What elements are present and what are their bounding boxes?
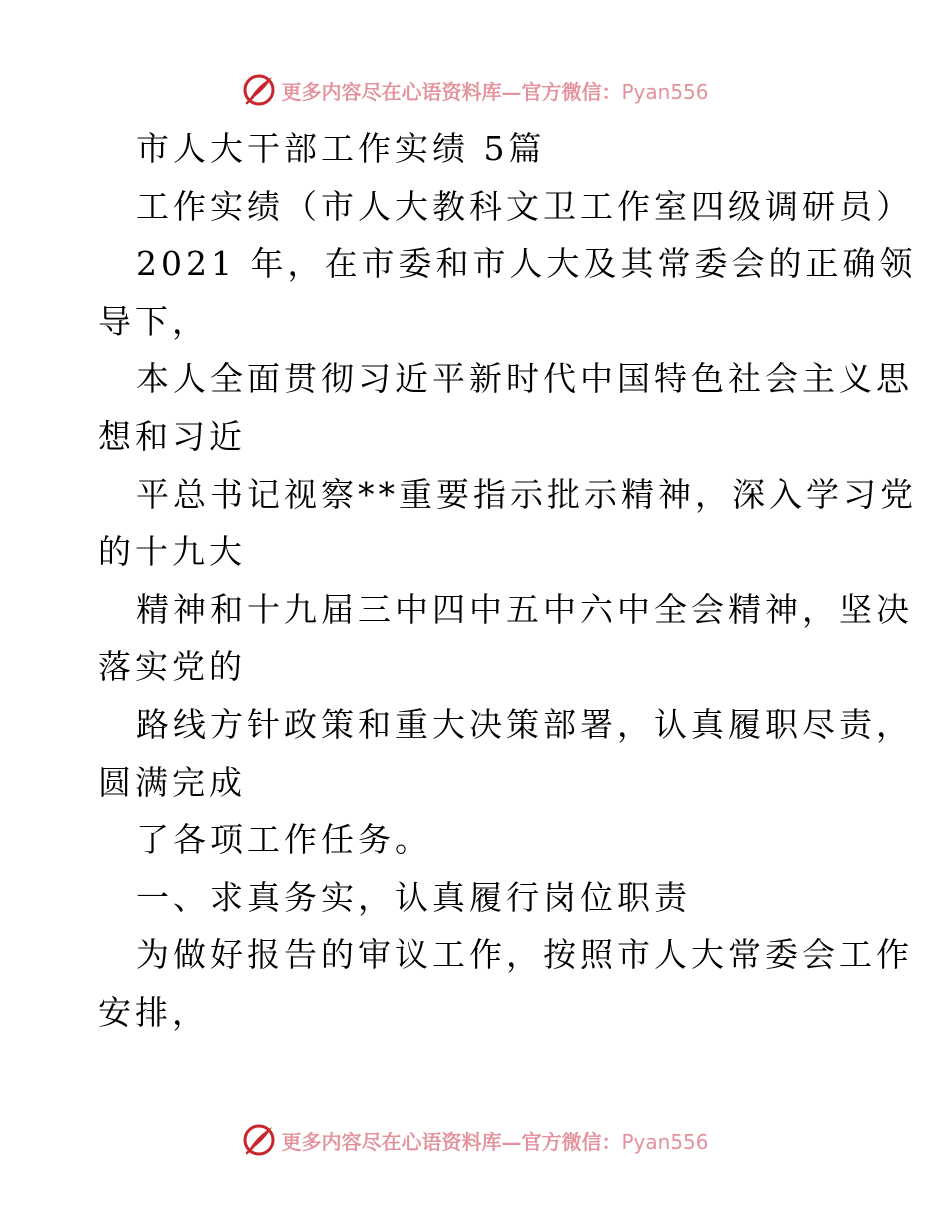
text-line: 精神和十九届三中四中五中六中全会精神，坚决	[136, 589, 913, 629]
text-line: 平总书记视察**重要指示批示精神，深入学习党	[136, 474, 917, 514]
footer-watermark	[0, 1120, 950, 1160]
text-line: 落实党的	[98, 647, 246, 687]
feather-pen-logo-icon	[241, 1122, 277, 1158]
text-line: 为做好报告的审议工作，按照市人大常委会工作	[136, 935, 913, 975]
text-line: 工作实绩（市人大教科文卫工作室四级调研员）	[136, 186, 913, 226]
text-line: 导下，	[98, 301, 209, 341]
document-title: 市人大干部工作实绩 5篇	[136, 129, 546, 168]
document-body	[98, 120, 917, 1042]
text-line: 本人全面贯彻习近平新时代中国特色社会主义思	[136, 359, 913, 399]
wechat-id: Pyan556	[621, 79, 709, 104]
header-watermark	[0, 70, 950, 110]
text-line: 的十九大	[98, 532, 246, 572]
text-line: 2021 年，在市委和市人大及其常委会的正确领	[136, 244, 917, 284]
text-line: 了各项工作任务。	[136, 820, 432, 860]
text-line: 安排，	[98, 992, 209, 1032]
wechat-id: Pyan556	[621, 1129, 709, 1154]
feather-pen-logo-icon	[241, 72, 277, 108]
watermark-text: 更多内容尽在心语资料库—官方微信：Pyan556	[281, 79, 709, 104]
text-line: 圆满完成	[98, 762, 246, 802]
watermark-text: 更多内容尽在心语资料库—官方微信：Pyan556	[281, 1129, 709, 1154]
text-line: 路线方针政策和重大决策部署，认真履职尽责，	[136, 704, 913, 744]
text-line: 想和习近	[98, 416, 246, 456]
section-heading: 一、求真务实，认真履行岗位职责	[136, 877, 691, 917]
